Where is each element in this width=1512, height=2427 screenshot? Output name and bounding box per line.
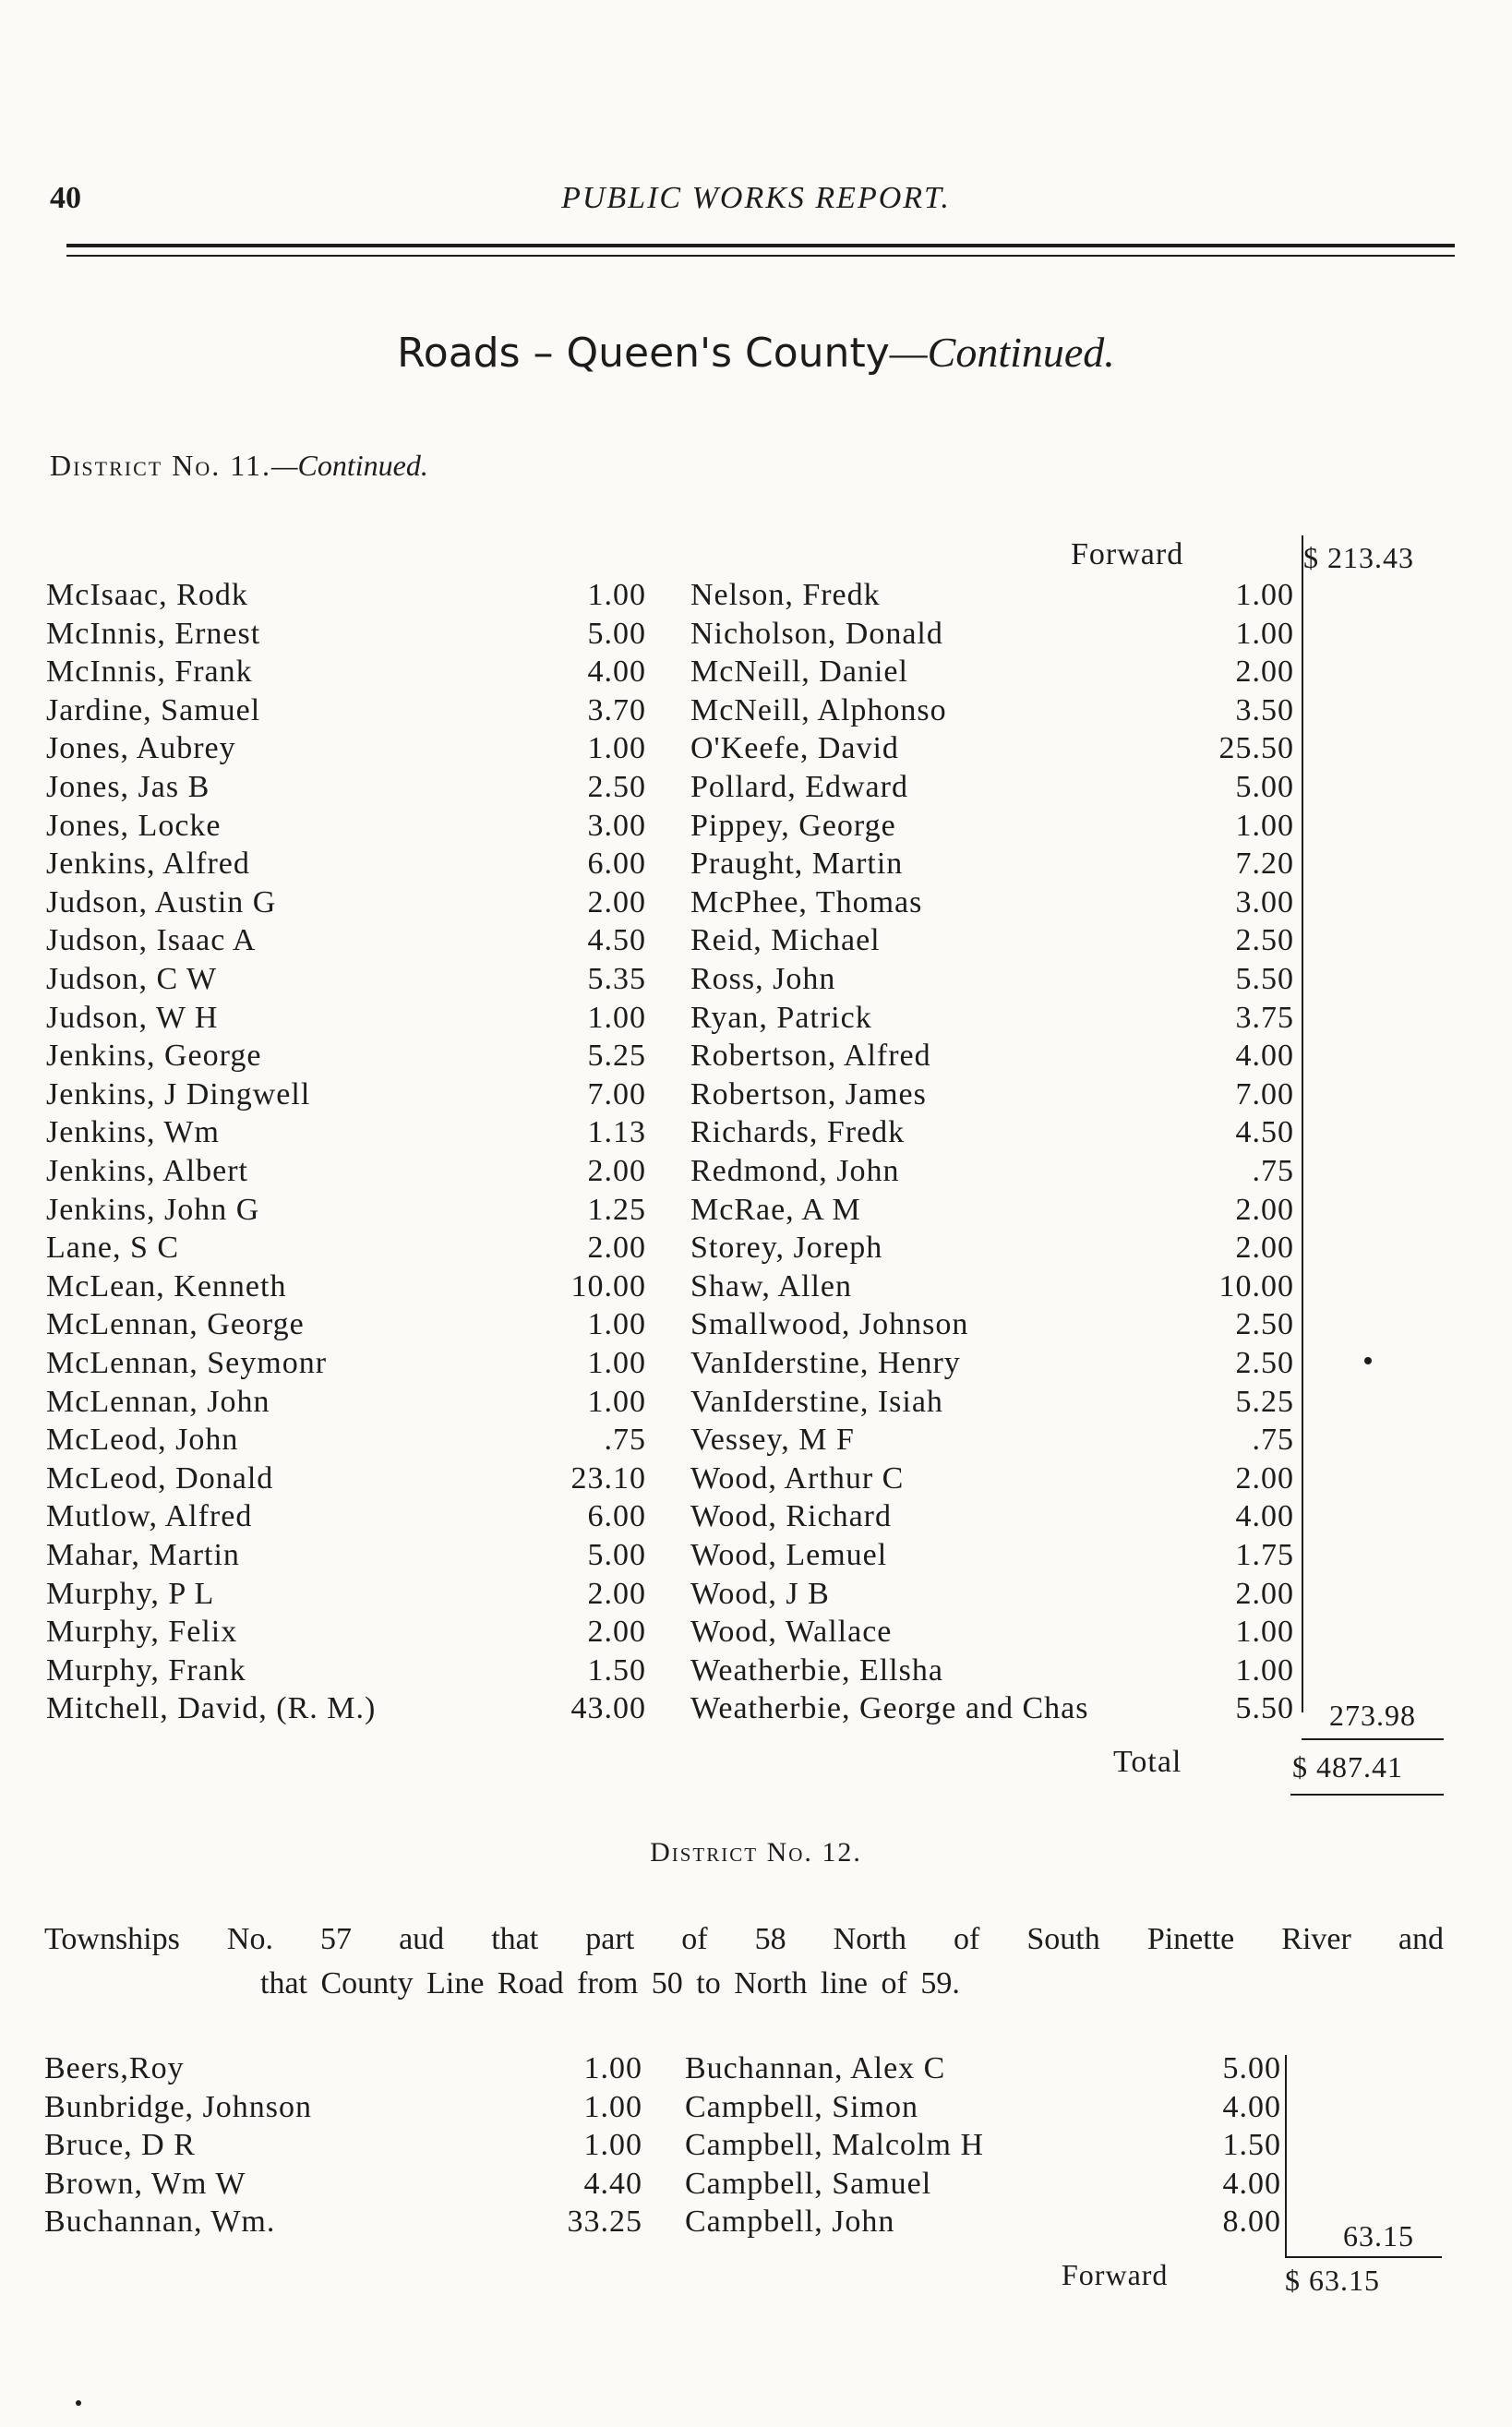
- ledger-amount: 5.35: [587, 962, 646, 996]
- ledger-amount: 5.25: [1235, 1384, 1294, 1419]
- ledger-amount: 1.75: [1235, 1538, 1294, 1572]
- ledger-row: [690, 578, 1294, 616]
- ledger-name: Buchannan, Alex C: [685, 2051, 946, 2085]
- ledger-name: Campbell, Samuel: [685, 2166, 932, 2201]
- ledger-amount: 4.50: [1235, 1115, 1294, 1150]
- ledger-row: [46, 1077, 646, 1115]
- ledger-amount: 1.00: [583, 2128, 642, 2163]
- ledger-amount: 5.00: [1235, 770, 1294, 804]
- ledger-name: Jenkins, George: [46, 1039, 262, 1074]
- ledger-name: McRae, A M: [690, 1192, 861, 1227]
- ledger-row: [690, 1385, 1294, 1423]
- ledger-amount: 1.00: [587, 1000, 646, 1035]
- ledger-row: [46, 578, 646, 616]
- ledger-row: [685, 2205, 1281, 2242]
- ledger-name: Vessey, M F: [690, 1423, 855, 1458]
- district-11-column-rule: [1302, 535, 1303, 1712]
- ledger-amount: 3.70: [587, 692, 646, 727]
- ledger-row: [690, 885, 1294, 923]
- ledger-name: Wood, Richard: [690, 1499, 892, 1534]
- district-12-forward-amount: $ 63.15: [1285, 2264, 1380, 2297]
- ledger-name: McNeill, Alphonso: [690, 692, 947, 727]
- ledger-amount: 2.00: [1235, 1192, 1294, 1227]
- district-12-subtotal: 63.15: [1343, 2219, 1414, 2253]
- district-12-description-line1: Townships No. 57 aud that part of 58 North of South Pinette River and: [44, 1922, 1444, 1956]
- ledger-name: McIsaac, Rodk: [46, 578, 248, 612]
- ledger-name: Brown, Wm W: [44, 2166, 246, 2201]
- ledger-amount: 3.00: [1235, 884, 1294, 919]
- ledger-row: [690, 1423, 1294, 1460]
- ledger-amount: 4.50: [587, 923, 646, 958]
- ledger-name: McLeod, Donald: [46, 1460, 274, 1496]
- ledger-name: Wood, Wallace: [690, 1615, 893, 1650]
- ledger-amount: 33.25: [567, 2205, 642, 2240]
- ledger-amount: 5.50: [1235, 1691, 1294, 1726]
- ledger-amount: 8.00: [1222, 2205, 1281, 2240]
- section-title-continued: —Continued.: [889, 329, 1115, 376]
- ledger-amount: .75: [1252, 1423, 1294, 1458]
- ledger-row: [46, 1231, 646, 1268]
- ledger-name: Bruce, D R: [44, 2128, 196, 2163]
- ledger-amount: 43.00: [570, 1691, 646, 1726]
- section-title: [0, 328, 1512, 377]
- ledger-row: [690, 617, 1294, 655]
- ledger-row: [690, 1461, 1294, 1499]
- ledger-amount: 2.00: [587, 1576, 646, 1611]
- ledger-row: [46, 1615, 646, 1652]
- ledger-row: [46, 1039, 646, 1076]
- ledger-amount: 6.00: [587, 1499, 646, 1534]
- subtotal-rule: [1302, 1738, 1444, 1740]
- ledger-name: O'Keefe, David: [690, 731, 899, 766]
- ledger-amount: 10.00: [570, 1268, 646, 1304]
- ledger-row: [690, 1577, 1294, 1615]
- ledger-row: [44, 2090, 642, 2128]
- ledger-amount: 3.00: [587, 808, 646, 843]
- page-number: 40: [50, 181, 81, 215]
- ledger-name: McLeod, John: [46, 1423, 239, 1458]
- ledger-row: [46, 655, 646, 692]
- ledger-row: [44, 2051, 642, 2089]
- district-12-subtotal-rule: [1285, 2256, 1442, 2258]
- ledger-amount: .75: [604, 1423, 646, 1458]
- ledger-amount: 2.50: [587, 770, 646, 804]
- ledger-row: [46, 1154, 646, 1192]
- ledger-name: Wood, J B: [690, 1576, 830, 1611]
- district-12-forward-label: Forward: [1062, 2258, 1169, 2291]
- ledger-name: Murphy, Felix: [46, 1615, 238, 1650]
- ledger-amount: 1.00: [1235, 1652, 1294, 1688]
- ledger-amount: 1.00: [587, 1307, 646, 1342]
- ledger-name: Campbell, Malcolm H: [685, 2128, 985, 2163]
- ledger-amount: 5.00: [1222, 2051, 1281, 2085]
- ledger-name: McLean, Kenneth: [46, 1268, 287, 1304]
- ledger-amount: 1.00: [583, 2089, 642, 2124]
- ledger-row: [46, 1461, 646, 1499]
- ledger-row: [690, 731, 1294, 769]
- ledger-name: Smallwood, Johnson: [690, 1307, 969, 1342]
- ledger-row: [690, 1231, 1294, 1268]
- district-11-heading: [50, 449, 428, 483]
- ledger-amount: 4.40: [583, 2166, 642, 2201]
- ledger-name: Ross, John: [690, 962, 836, 996]
- ledger-row: [690, 809, 1294, 847]
- ledger-name: McNeill, Daniel: [690, 655, 908, 690]
- ledger-row: [46, 1499, 646, 1537]
- ledger-row: [690, 1269, 1294, 1307]
- district-12-column-rule: [1285, 2055, 1287, 2258]
- district-11-subtotal: 273.98: [1329, 1699, 1416, 1732]
- ledger-amount: 7.20: [1235, 847, 1294, 882]
- header-rule-thin: [66, 255, 1455, 257]
- ledger-name: McLennan, Seymonr: [46, 1346, 328, 1380]
- ledger-row: [690, 693, 1294, 731]
- ledger-amount: 1.13: [587, 1115, 646, 1150]
- ledger-row: [690, 1691, 1294, 1729]
- ledger-amount: 1.00: [587, 578, 646, 612]
- ledger-amount: 2.50: [1235, 1307, 1294, 1342]
- ledger-row: [690, 1039, 1294, 1076]
- ledger-name: Nicholson, Donald: [690, 616, 943, 651]
- ledger-amount: 2.00: [587, 884, 646, 919]
- district-12-heading: District No. 12.: [650, 1837, 862, 1868]
- district-11-heading-text: District No. 11.: [50, 449, 272, 482]
- ledger-name: Murphy, P L: [46, 1576, 215, 1611]
- ledger-name: Pippey, George: [690, 808, 896, 843]
- ledger-amount: 1.50: [1222, 2128, 1281, 2163]
- ledger-row: [690, 1001, 1294, 1039]
- ledger-name: Wood, Arthur C: [690, 1460, 905, 1496]
- ledger-row: [685, 2167, 1281, 2205]
- ledger-amount: 1.00: [1235, 1615, 1294, 1650]
- ledger-name: Judson, W H: [46, 1000, 219, 1035]
- ledger-amount: 1.25: [587, 1192, 646, 1227]
- forward-amount: $ 213.43: [1303, 541, 1414, 574]
- ledger-name: Jenkins, Wm: [46, 1115, 220, 1150]
- ledger-amount: .75: [1252, 1154, 1294, 1188]
- ledger-row: [690, 1077, 1294, 1115]
- ledger-row: [690, 1346, 1294, 1384]
- ledger-name: Jones, Jas B: [46, 770, 210, 804]
- ledger-amount: 7.00: [587, 1076, 646, 1111]
- ledger-row: [690, 1538, 1294, 1576]
- ledger-name: Mahar, Martin: [46, 1538, 240, 1572]
- ledger-row: [690, 923, 1294, 961]
- ledger-row: [46, 617, 646, 655]
- ledger-name: Ryan, Patrick: [690, 1000, 872, 1035]
- ledger-name: Wood, Lemuel: [690, 1538, 888, 1572]
- ledger-name: McLennan, George: [46, 1307, 305, 1342]
- ledger-name: Buchannan, Wm.: [44, 2205, 276, 2240]
- district-11-heading-continued: —Continued.: [271, 449, 428, 482]
- ledger-row: [46, 1001, 646, 1039]
- ledger-amount: 2.00: [587, 1615, 646, 1650]
- ledger-name: Weatherbie, Ellsha: [690, 1652, 943, 1688]
- ledger-row: [690, 655, 1294, 692]
- ledger-row: [46, 962, 646, 1000]
- ledger-row: [46, 693, 646, 731]
- ledger-name: Judson, Austin G: [46, 884, 277, 919]
- ledger-row: [690, 1653, 1294, 1691]
- ledger-name: Robertson, Alfred: [690, 1039, 931, 1074]
- ledger-row: [46, 1385, 646, 1423]
- ledger-amount: 4.00: [1235, 1499, 1294, 1534]
- ledger-row: [44, 2128, 642, 2166]
- ledger-row: [46, 885, 646, 923]
- ink-speck: [1364, 1357, 1372, 1364]
- ledger-amount: 4.00: [587, 655, 646, 690]
- ledger-name: McInnis, Ernest: [46, 616, 261, 651]
- ledger-row: [685, 2051, 1281, 2089]
- ledger-amount: 2.50: [1235, 1346, 1294, 1380]
- ledger-name: Lane, S C: [46, 1231, 180, 1266]
- ledger-row: [690, 1307, 1294, 1345]
- total-rule: [1290, 1794, 1444, 1796]
- ledger-row: [690, 962, 1294, 1000]
- ledger-amount: 2.00: [587, 1231, 646, 1266]
- ledger-amount: 1.00: [587, 1384, 646, 1419]
- ledger-row: [44, 2167, 642, 2205]
- ledger-name: Jones, Locke: [46, 808, 222, 843]
- ledger-row: [46, 1691, 646, 1729]
- ledger-amount: 6.00: [587, 847, 646, 882]
- ledger-row: [44, 2205, 642, 2242]
- district-12-description-line2: that County Line Road from 50 to North line of 59.: [260, 1966, 960, 2000]
- ledger-name: Campbell, Simon: [685, 2089, 918, 2124]
- ledger-name: Nelson, Fredk: [690, 578, 881, 612]
- ledger-amount: 1.00: [1235, 616, 1294, 651]
- total-label: Total: [1113, 1745, 1182, 1779]
- ledger-row: [690, 1615, 1294, 1652]
- running-head: PUBLIC WORKS REPORT.: [561, 181, 951, 215]
- ledger-amount: 1.00: [583, 2051, 642, 2085]
- ledger-amount: 1.00: [1235, 808, 1294, 843]
- ledger-amount: 10.00: [1218, 1268, 1294, 1304]
- ledger-row: [690, 1115, 1294, 1153]
- ledger-name: Weatherbie, George and Chas: [690, 1691, 1089, 1726]
- total-amount: $ 487.41: [1292, 1750, 1403, 1784]
- ledger-name: Murphy, Frank: [46, 1652, 246, 1688]
- ledger-row: [46, 1307, 646, 1345]
- ledger-name: Jenkins, J Dingwell: [46, 1076, 311, 1111]
- ledger-name: Shaw, Allen: [690, 1268, 853, 1304]
- ledger-amount: 5.25: [587, 1039, 646, 1074]
- ledger-amount: 1.00: [1235, 578, 1294, 612]
- ledger-amount: 4.00: [1235, 1039, 1294, 1074]
- ledger-amount: 2.00: [1235, 1460, 1294, 1496]
- forward-label: Forward: [1071, 537, 1184, 571]
- ink-speck: [76, 2400, 81, 2406]
- ledger-name: Jenkins, Alfred: [46, 847, 250, 882]
- ledger-amount: 3.50: [1235, 692, 1294, 727]
- ledger-row: [46, 1653, 646, 1691]
- ledger-amount: 5.50: [1235, 962, 1294, 996]
- ledger-amount: 25.50: [1218, 731, 1294, 766]
- header-rule-thick: [66, 244, 1455, 247]
- ledger-row: [46, 923, 646, 961]
- ledger-name: Richards, Fredk: [690, 1115, 906, 1150]
- ledger-amount: 2.50: [1235, 923, 1294, 958]
- ledger-name: Mitchell, David, (R. M.): [46, 1691, 377, 1726]
- ledger-name: Campbell, John: [685, 2205, 895, 2240]
- ledger-name: VanIderstine, Henry: [690, 1346, 961, 1380]
- ledger-name: Jenkins, John G: [46, 1192, 260, 1227]
- ledger-amount: 5.00: [587, 616, 646, 651]
- ledger-name: Beers,Roy: [44, 2051, 185, 2085]
- ledger-name: Judson, C W: [46, 962, 218, 996]
- ledger-name: Jardine, Samuel: [46, 692, 261, 727]
- ledger-row: [690, 1193, 1294, 1231]
- ledger-name: Praught, Martin: [690, 847, 904, 882]
- ledger-row: [46, 1346, 646, 1384]
- ledger-amount: 1.00: [587, 1346, 646, 1380]
- ledger-row: [685, 2128, 1281, 2166]
- ledger-name: McPhee, Thomas: [690, 884, 923, 919]
- ledger-amount: 2.00: [1235, 1231, 1294, 1266]
- ledger-name: McLennan, John: [46, 1384, 270, 1419]
- ledger-row: [46, 1423, 646, 1460]
- ledger-amount: 2.00: [1235, 655, 1294, 690]
- ledger-row: [46, 1115, 646, 1153]
- ledger-amount: 4.00: [1222, 2166, 1281, 2201]
- ledger-amount: 3.75: [1235, 1000, 1294, 1035]
- section-title-text: Roads – Queen's County: [397, 330, 890, 377]
- ledger-row: [690, 1154, 1294, 1192]
- ledger-name: Jenkins, Albert: [46, 1154, 248, 1188]
- ledger-amount: 1.50: [587, 1652, 646, 1688]
- ledger-row: [46, 1577, 646, 1615]
- ledger-name: Jones, Aubrey: [46, 731, 236, 766]
- ledger-name: Bunbridge, Johnson: [44, 2089, 312, 2124]
- ledger-amount: 1.00: [587, 731, 646, 766]
- ledger-name: Judson, Isaac A: [46, 923, 257, 958]
- ledger-name: Pollard, Edward: [690, 770, 908, 804]
- ledger-row: [46, 1269, 646, 1307]
- ledger-name: McInnis, Frank: [46, 655, 253, 690]
- ledger-amount: 2.00: [587, 1154, 646, 1188]
- ledger-row: [46, 731, 646, 769]
- ledger-row: [46, 770, 646, 808]
- ledger-name: Redmond, John: [690, 1154, 900, 1188]
- ledger-row: [46, 809, 646, 847]
- ledger-name: VanIderstine, Isiah: [690, 1384, 943, 1419]
- ledger-row: [46, 1193, 646, 1231]
- ledger-row: [685, 2090, 1281, 2128]
- ledger-row: [690, 770, 1294, 808]
- ledger-amount: 2.00: [1235, 1576, 1294, 1611]
- ledger-amount: 5.00: [587, 1538, 646, 1572]
- ledger-row: [690, 1499, 1294, 1537]
- ledger-name: Reid, Michael: [690, 923, 881, 958]
- ledger-row: [46, 1538, 646, 1576]
- ledger-name: Storey, Joreph: [690, 1231, 883, 1266]
- ledger-amount: 23.10: [570, 1460, 646, 1496]
- ledger-name: Mutlow, Alfred: [46, 1499, 253, 1534]
- ledger-amount: 4.00: [1222, 2089, 1281, 2124]
- ledger-row: [690, 847, 1294, 884]
- ledger-amount: 7.00: [1235, 1076, 1294, 1111]
- ledger-row: [46, 847, 646, 884]
- ledger-name: Robertson, James: [690, 1076, 927, 1111]
